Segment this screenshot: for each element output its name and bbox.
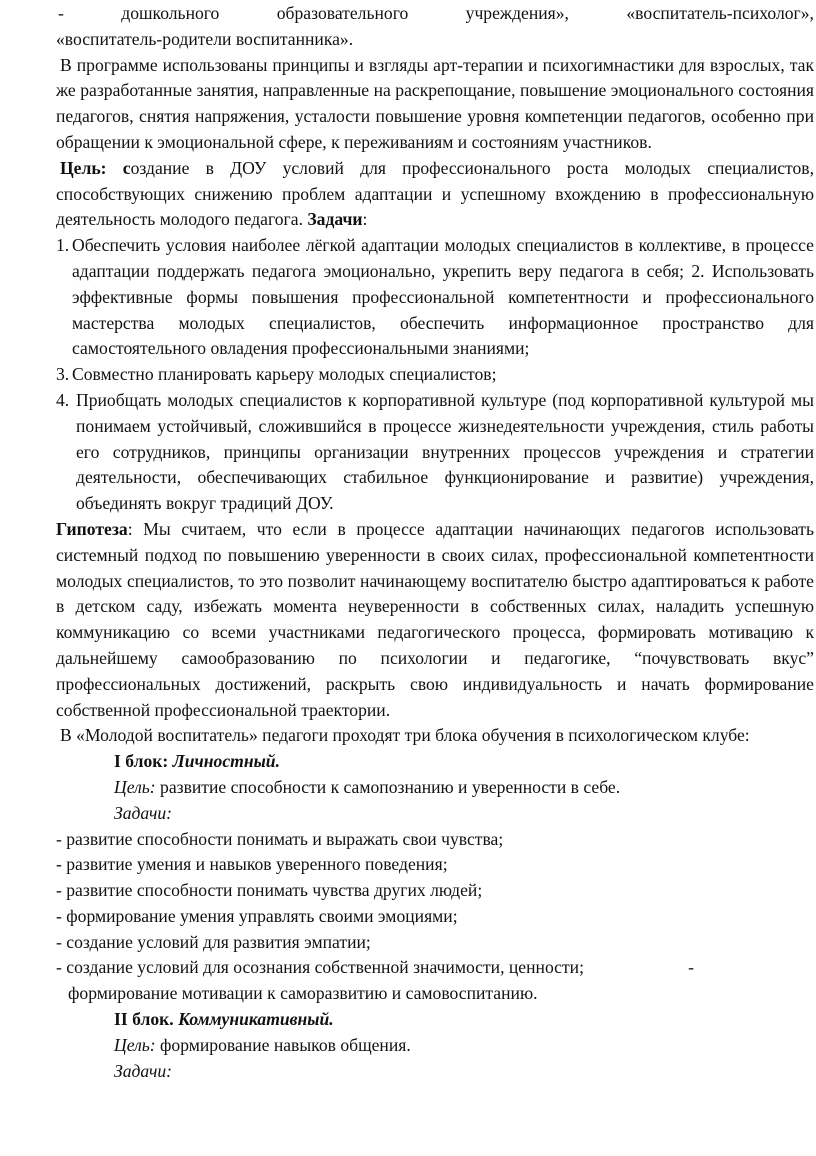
block1-task-7: формирование мотивации к саморазвитию и самовоспитанию. (68, 983, 538, 1004)
block1-goal (56, 775, 814, 801)
block1-task-5: - создание условий для развития эмпатии; (56, 931, 371, 952)
block1-task-6 (56, 955, 814, 981)
block1-task-3: - развитие способности понимать чувства других людей; (56, 880, 483, 901)
block1-name: Личностный. (172, 751, 280, 772)
intro-word-4: «воспитатель-психолог», (626, 3, 814, 23)
hypothesis-label: Гипотеза (56, 518, 128, 539)
intro-line-2: «воспитатель-родители воспитанника». (56, 28, 354, 49)
block2-tasks-label-text: Задачи: (114, 1060, 173, 1081)
task-text-4: Приобщать молодых специалистов к корпоративной культуре (под корпоративной культурой мы понимаем устойчивый, сложившийся в процессе жизнедеятельности учреждения, стиль работы его сотрудников, принципы организации внутренних процессов учреждения и стратегии деятельности, обеспечивающих стабильное функционирование и развитие) учреждения, объединять вокруг традиций ДОУ. (76, 389, 814, 514)
block1-task-6-dash: - (688, 957, 694, 978)
block1-task-1: - развитие способности понимать и выражать свои чувства; (56, 828, 504, 849)
intro-word-2: образовательного (276, 3, 409, 23)
block1-title (56, 749, 814, 775)
goal-paragraph (56, 156, 814, 233)
block2-name: Коммуникативный. (178, 1009, 334, 1030)
block1-task-2: - развитие умения и навыков уверенного поведения; (56, 854, 448, 875)
task-text-3: Совместно планировать карьеру молодых специалистов; (72, 364, 497, 385)
principles-paragraph: В программе использованы принципы и взгляды арт-терапии и психогимнастики для взрослых, так же разработанные занятия, направленные на раскрепощание, повышение эмоционального состояния педагогов, снятия напряжения, усталости повышение уровня компетенции педагогов, особенно при обращении к эмоциональной сфере, к переживаниям и состояниям участников. (56, 54, 814, 152)
intro-line-1 (58, 1, 814, 27)
task-text-1: Обеспечить условия наиболее лёгкой адаптации молодых специалистов в коллективе, в процессе адаптации поддержать педагога эмоционально, укрепить веру педагога в себя; 2. Использовать эффективные формы повышения профессиональной компетентности и профессионального мастерства молодых специалистов, обеспечить информационное пространство для самостоятельного овладения профессиональными знаниями; (72, 235, 814, 359)
block2-goal-text: формирование навыков общения. (155, 1034, 411, 1055)
tasks-label: Задачи (307, 209, 363, 230)
goal-text: оздание в ДОУ условий для профессионального роста молодых специалистов, способствующих снижению проблем адаптации и успешному вхождению в профессиональную деятельность молодого педагога. (56, 157, 814, 230)
block1-task-6-text: - создание условий для осознания собственной значимости, ценности; (56, 957, 584, 978)
task-item-4 (56, 388, 814, 517)
task-number-3: 3. (56, 364, 70, 385)
task-number-4: 4. (56, 389, 70, 410)
block2-goal-label: Цель: (114, 1034, 156, 1055)
club-paragraph: В «Молодой воспитатель» педагоги проходят три блока обучения в психологическом клубе: (60, 725, 750, 746)
hypothesis-paragraph (56, 517, 814, 723)
block1-goal-label: Цель: (114, 776, 156, 797)
hypothesis-text: : Мы считаем, что если в процессе адаптации начинающих педагогов использовать системный подход по повышению уверенности в своих силах, профессиональной компетентности молодых специалистов, то это позволит начинающему воспитателю быстро адаптироваться к работе в детском саду, избежать момента неуверенности в собственных силах, наладить успешную коммуникацию со всеми участниками педагогического процесса, формировать мотивацию к дальнейшему самообразованию по психологии и педагогике, “почувствовать вкус” профессиональных достижений, раскрыть свою индивидуальность и начать формирование собственной профессиональной траектории. (56, 518, 814, 720)
tasks-colon: : (362, 209, 368, 230)
block1-task-4: - формирование умения управлять своими эмоциями; (56, 905, 458, 926)
block2-title-label: II блок. (114, 1009, 179, 1030)
goal-label: Цель: с (60, 157, 131, 178)
intro-word-3: учреждения», (465, 3, 569, 23)
task-item-1 (56, 233, 814, 362)
document-page (0, 1, 816, 1156)
task-number-1: 1. (56, 235, 70, 256)
task-item-3 (56, 362, 814, 388)
block1-title-label: I блок: (114, 751, 173, 772)
block1-tasks-label-text: Задачи: (114, 802, 173, 823)
block1-tasks-label (56, 801, 814, 827)
block1-goal-text: развитие способности к самопознанию и уверенности в себе. (155, 776, 621, 797)
block2-title (56, 1007, 814, 1033)
block2-tasks-label (56, 1059, 814, 1085)
intro-word-1: дошкольного (121, 3, 220, 23)
intro-dash: - (58, 3, 64, 23)
block2-goal (56, 1033, 814, 1059)
